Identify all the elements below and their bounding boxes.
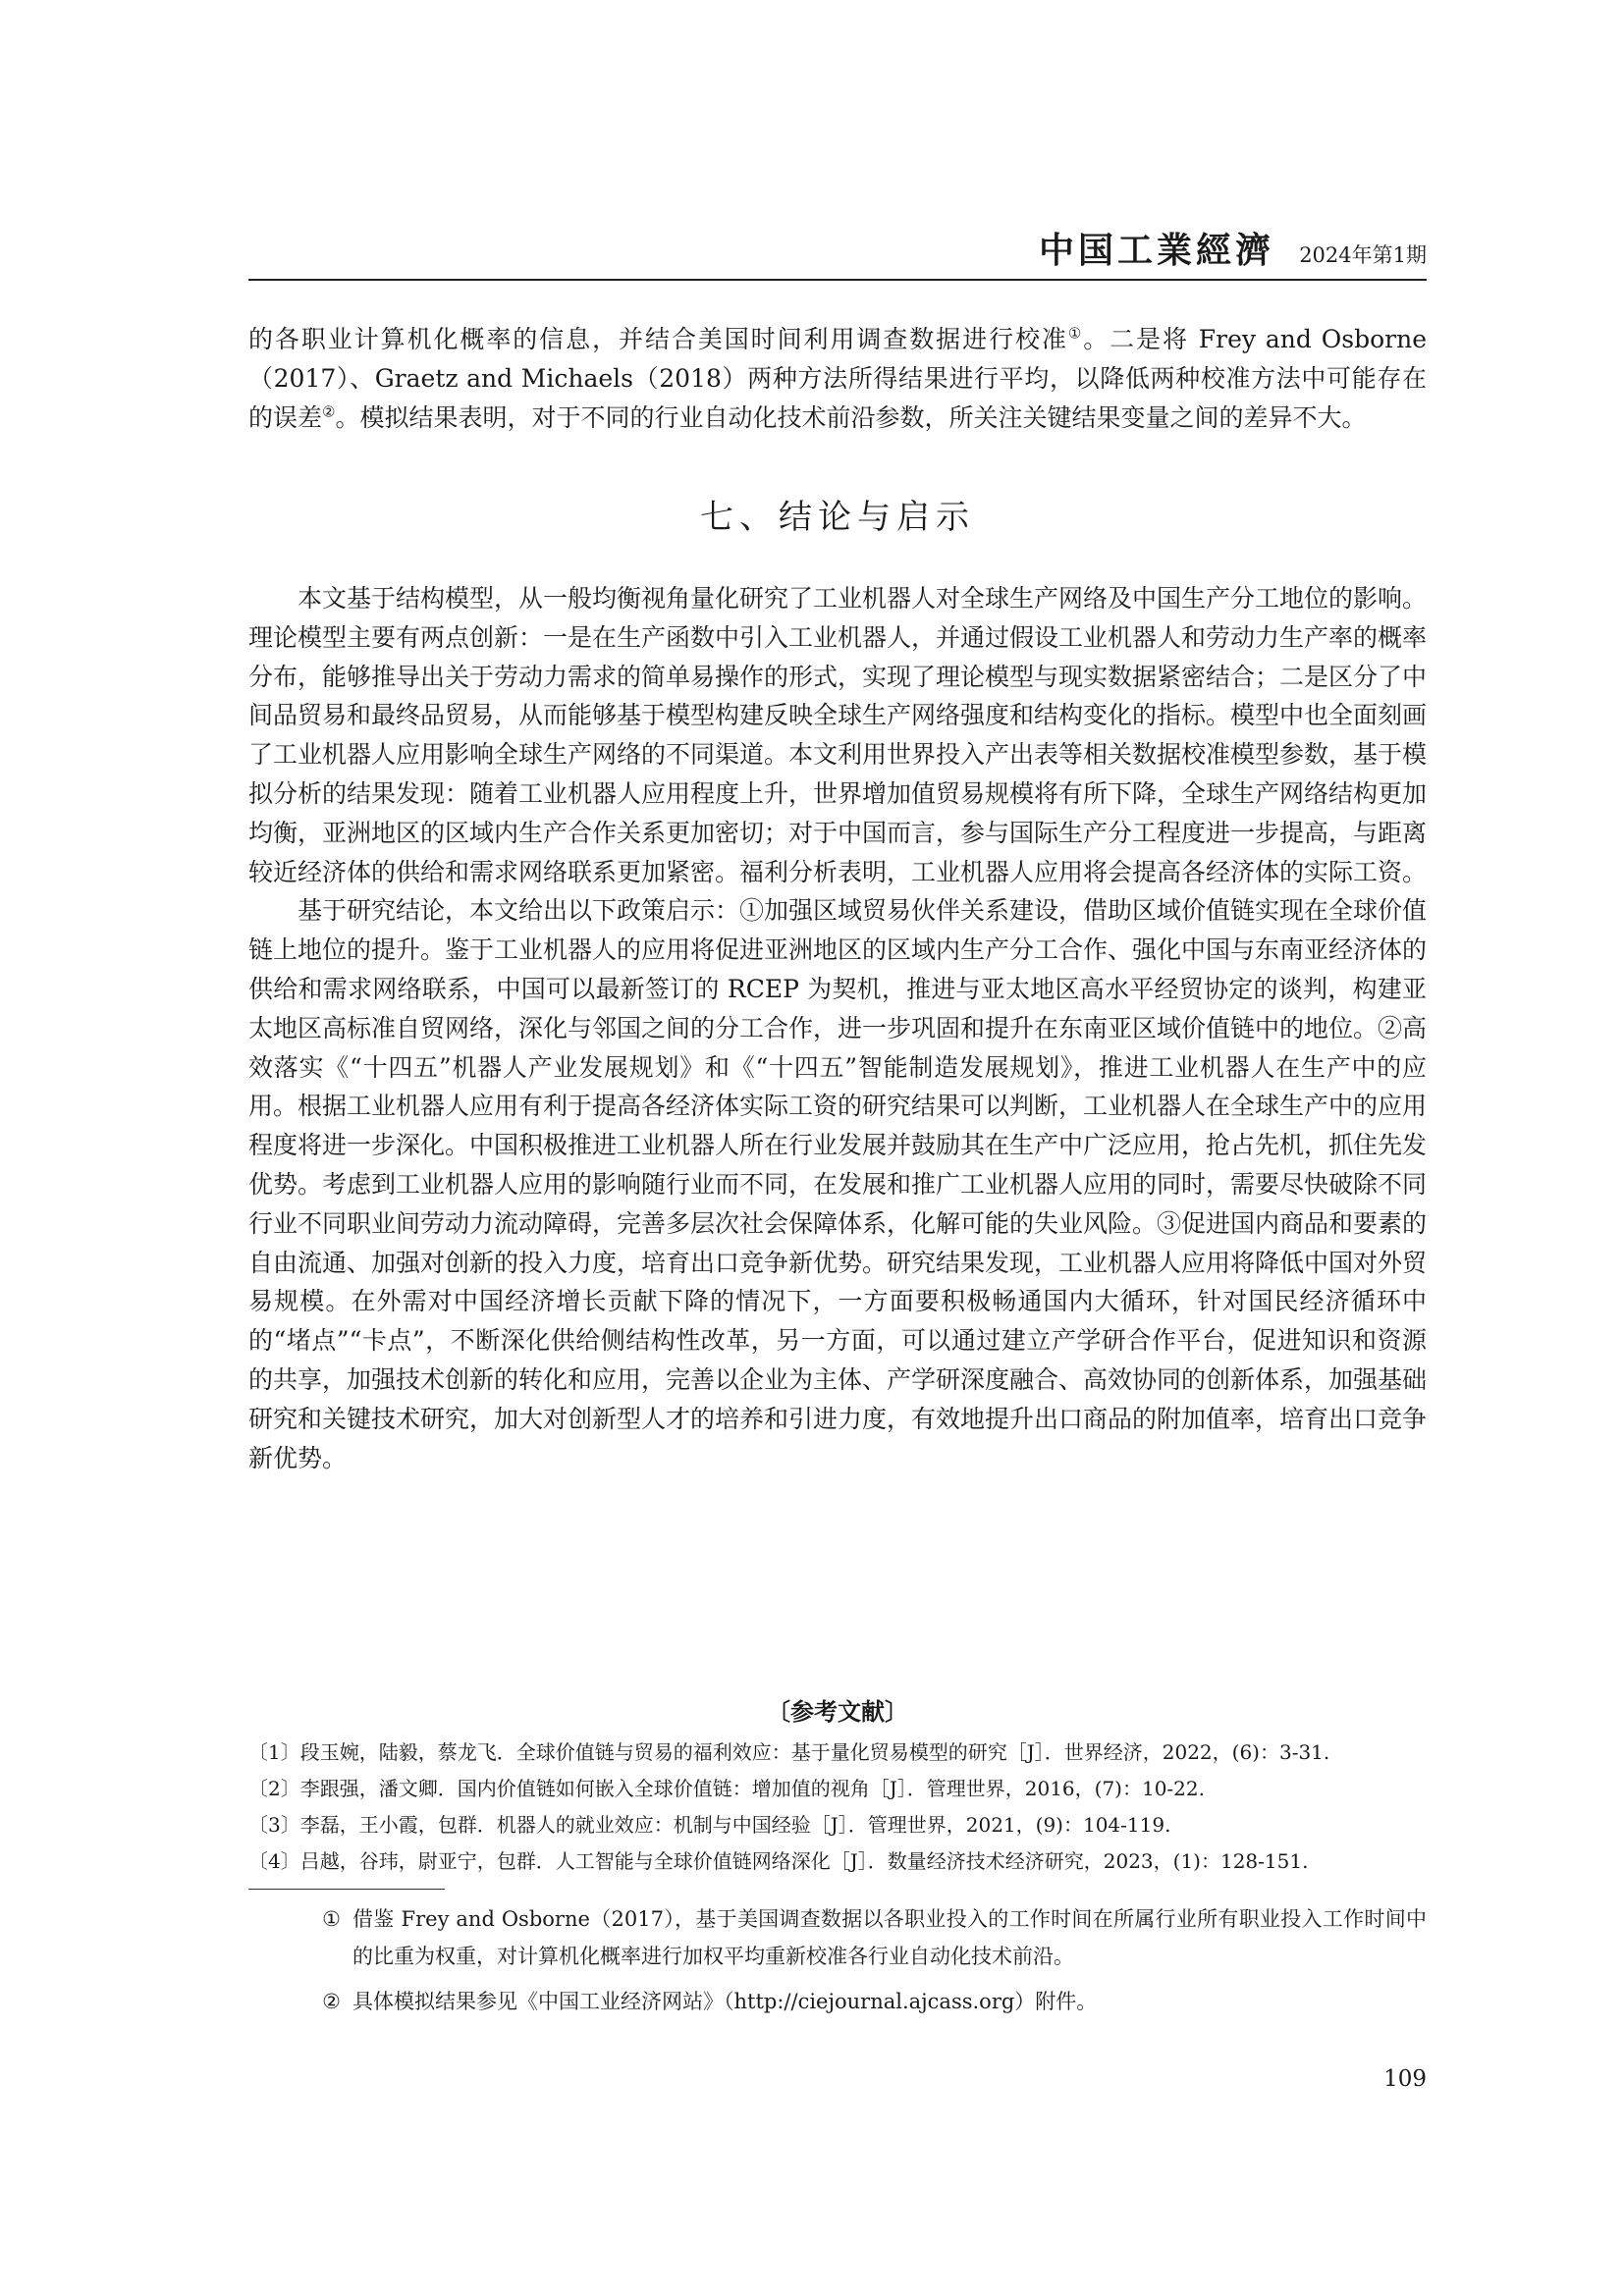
reference-item: 〔2〕李跟强，潘文卿．国内价值链如何嵌入全球价值链：增加值的视角［J］．管理世界，2016，(7)：10-22. [248,1777,1205,1800]
reference-item: 〔4〕吕越，谷玮，尉亚宁，包群．人工智能与全球价值链网络深化［J］．数量经济技术经济研究，2023，(1)：128-151. [248,1849,1309,1873]
footnote-item [248,1983,1427,2020]
journal-logo: 中国工業經濟 [1038,231,1274,271]
conclusion-paragraph: 本文基于结构模型，从一般均衡视角量化研究了工业机器人对全球生产网络及中国生产分工地位的影响。理论模型主要有两点创新：一是在生产函数中引入工业机器人，并通过假设工业机器人和劳动力生产率的概率分布，能够推导出关于劳动力需求的简单易操作的形式，实现了理论模型与现实数据紧密结合；二是区分了中间品贸易和最终品贸易，从而能够基于模型构建反映全球生产网络强度和结构变化的指标。模型中也全面刻画了工业机器人应用影响全球生产网络的不同渠道。本文利用世界投入产出表等相关数据校准模型参数，基于模拟分析的结果发现：随着工业机器人应用程度上升，世界增加值贸易规模将有所下降，全球生产网络结构更加均衡，亚洲地区的区域内生产合作关系更加密切；对于中国而言，参与国际生产分工程度进一步提高，与距离较近经济体的供给和需求网络联系更加紧密。福利分析表明，工业机器人应用将会提高各经济体的实际工资。 [248,584,1428,886]
intro-block [248,320,1427,437]
header-rule [248,279,1427,281]
footnote-item [248,1900,1427,1975]
references-list [248,1735,1427,1880]
footnote-text: 具体模拟结果参见《中国工业经济网站》（http://ciejournal.ajcass.org）附件。 [352,1990,1098,2013]
conclusion-body [248,579,1427,1477]
section-title: 七、结论与启示 [700,498,975,537]
intro-text-3: 。模拟结果表明，对于不同的行业自动化技术前沿参数，所关注关键结果变量之间的差异不大。 [335,402,1367,432]
reference-item: 〔1〕段玉婉，陆毅，蔡龙飞．全球价值链与贸易的福利效应：基于量化贸易模型的研究［J］．世界经济，2022，(6)：3-31. [248,1740,1330,1764]
running-header [248,228,1427,279]
reference-item: 〔3〕李磊，王小霞，包群．机器人的就业效应：机制与中国经验［J］．管理世界，2021，(9)：104-119. [248,1813,1171,1837]
policy-paragraph: 基于研究结论，本文给出以下政策启示：①加强区域贸易伙伴关系建设，借助区域价值链实现在全球价值链上地位的提升。鉴于工业机器人的应用将促进亚洲地区的区域内生产分工合作、强化中国与东南亚经济体的供给和需求网络联系，中国可以最新签订的 RCEP 为契机，推进与亚太地区高水平经贸协定的谈判，构建亚太地区高标准自贸网络，深化与邻国之间的分工合作，进一步巩固和提升在东南亚区域价值链中的地位。②高效落实《“十四五”机器人产业发展规划》和《“十四五”智能制造发展规划》，推进工业机器人在生产中的应用。根据工业机器人应用有利于提高各经济体实际工资的研究结果可以判断，工业机器人在全球生产中的应用程度将进一步深化。中国积极推进工业机器人所在行业发展并鼓励其在生产中广泛应用，抢占先机，抓住先发优势。考虑到工业机器人应用的影响随行业而不同，在发展和推广工业机器人应用的同时，需要尽快破除不同行业不同职业间劳动力流动障碍，完善多层次社会保障体系，化解可能的失业风险。③促进国内商品和要素的自由流通、加强对创新的投入力度，培育出口竞争新优势。研究结果发现，工业机器人应用将降低中国对外贸易规模。在外需对中国经济增长贡献下降的情况下，一方面要积极畅通国内大循环，针对国民经济循环中的“堵点”“卡点”，不断深化供给侧结构性改革，另一方面，可以通过建立产学研合作平台，促进知识和资源的共享，加强技术创新的转化和应用，完善以企业为主体、产学研深度融合、高效协同的创新体系，加强基础研究和关键技术研究，加大对创新型人才的培养和引进力度，有效地提升出口商品的附加值率，培育出口竞争新优势。 [248,896,1428,1472]
references-title: 〔参考文献〕 [767,1698,908,1726]
footnote-mark: ① [322,1907,341,1931]
footnote-rule [248,1889,445,1890]
issue-label: 2024年第1期 [1299,243,1427,267]
intro-text-2: 。二是将 Frey and Osborne（2017）、Graetz and Michaels（2018）两种方法所得结果进行平均，以降低两种校准方法中可能存在的误差 [248,325,1427,432]
intro-text-1: 的各职业计算机化概率的信息，并结合美国时间利用调查数据进行校准 [248,325,1068,353]
intro-paragraph [248,320,1427,437]
footnotes [248,1900,1427,2020]
footnote-text: 借鉴 Frey and Osborne（2017），基于美国调查数据以各职业投入的工作时间在所属行业所有职业投入工作时间中的比重为权重，对计算机化概率进行加权平均重新校准各行业自动化技术前沿。 [352,1907,1427,1968]
footnote-ref-2[interactable]: ② [322,402,336,421]
page-number: 109 [1383,2066,1427,2092]
footnote-ref-1[interactable]: ① [1067,324,1084,343]
footnote-mark: ② [322,1990,341,2013]
